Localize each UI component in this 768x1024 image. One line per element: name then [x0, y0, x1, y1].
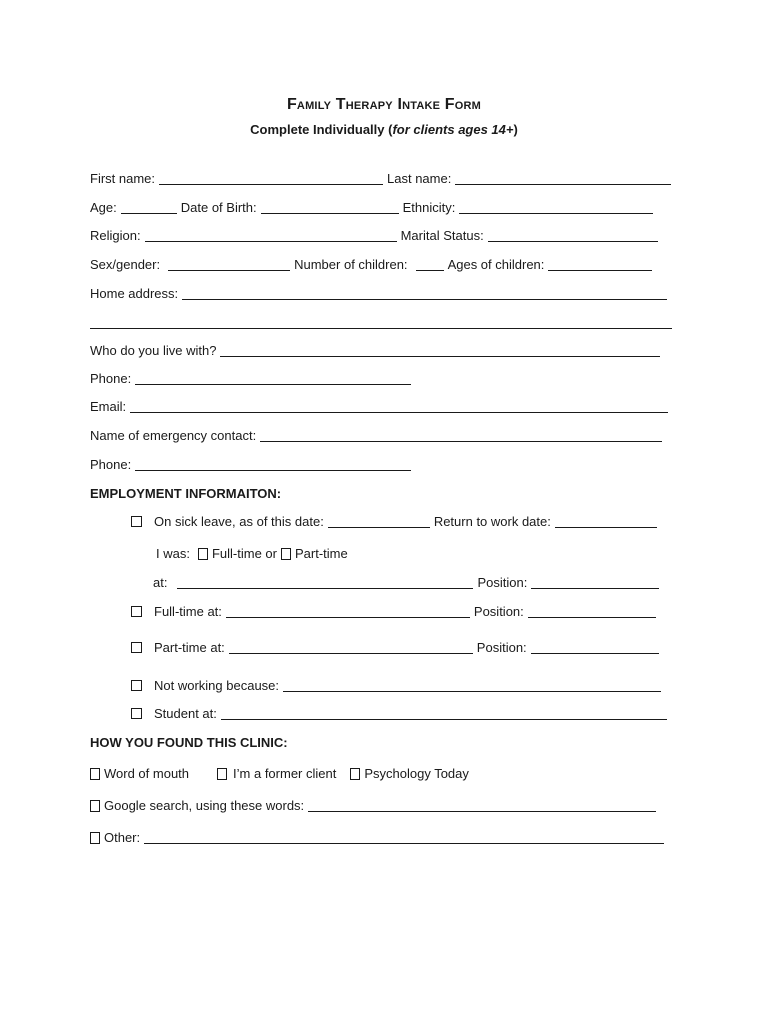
ages-children-field[interactable]	[548, 258, 652, 271]
at-position-label: Position:	[477, 575, 528, 590]
employment-heading: EMPLOYMENT INFORMAITON:	[90, 486, 282, 501]
full-time-position-field[interactable]	[528, 605, 656, 618]
dob-field[interactable]	[261, 201, 399, 214]
sex-gender-field[interactable]	[168, 258, 290, 271]
phone-row	[90, 370, 415, 388]
sick-leave-label: On sick leave, as of this date:	[154, 514, 324, 529]
home-address-row-2	[90, 314, 676, 332]
emergency-contact-field[interactable]	[260, 429, 662, 442]
emergency-phone-field[interactable]	[135, 458, 411, 471]
part-time-label: Part-time	[294, 546, 348, 561]
live-with-label: Who do you live with?	[90, 343, 217, 358]
live-with-row	[90, 342, 664, 360]
psychology-today-label: Psychology Today	[364, 766, 469, 781]
other-label: Other:	[104, 830, 141, 845]
i-was-label: I was:	[156, 546, 190, 561]
part-time-position-label: Position:	[476, 640, 527, 655]
other-checkbox[interactable]	[90, 832, 100, 844]
marital-status-label: Marital Status:	[400, 228, 484, 243]
emergency-contact-row	[90, 427, 666, 445]
email-label: Email:	[90, 399, 127, 414]
part-time-position-field[interactable]	[531, 641, 659, 654]
word-of-mouth-label: Word of mouth	[104, 766, 190, 781]
sex-children-row	[90, 256, 656, 274]
emergency-phone-row	[90, 456, 415, 474]
subtitle-prefix: Complete Individually (	[250, 122, 393, 137]
not-working-field[interactable]	[283, 679, 661, 692]
email-row	[90, 398, 672, 416]
i-was-row	[156, 545, 348, 563]
word-of-mouth-checkbox[interactable]	[90, 768, 100, 780]
first-name-label: First name:	[90, 171, 156, 186]
former-client-label: I’m a former client	[233, 766, 337, 781]
google-search-checkbox[interactable]	[90, 800, 100, 812]
full-time-at-checkbox[interactable]	[131, 606, 142, 617]
other-field[interactable]	[144, 831, 664, 844]
live-with-field[interactable]	[220, 344, 660, 357]
full-time-at-label: Full-time at:	[154, 604, 222, 619]
subtitle-italic: for clients ages 14+	[392, 122, 514, 137]
student-at-label: Student at:	[154, 706, 217, 721]
last-name-label: Last name:	[387, 171, 452, 186]
religion-row	[90, 227, 662, 245]
full-time-at-field[interactable]	[226, 605, 470, 618]
sick-leave-date-field[interactable]	[328, 515, 430, 528]
emergency-phone-label: Phone:	[90, 457, 132, 472]
home-address-field[interactable]	[182, 287, 667, 300]
former-client-checkbox[interactable]	[217, 768, 227, 780]
at-field[interactable]	[177, 576, 473, 589]
full-time-or-label: Full-time or	[211, 546, 277, 561]
ethnicity-label: Ethnicity:	[402, 200, 456, 215]
sex-gender-label: Sex/gender:	[90, 257, 161, 272]
psychology-today-checkbox[interactable]	[350, 768, 360, 780]
not-working-row	[131, 677, 665, 695]
part-time-at-label: Part-time at:	[154, 640, 225, 655]
form-subtitle	[0, 122, 768, 137]
return-date-field[interactable]	[555, 515, 657, 528]
sick-leave-checkbox[interactable]	[131, 516, 142, 527]
part-time-row	[131, 639, 663, 657]
name-row	[90, 170, 675, 188]
not-working-checkbox[interactable]	[131, 680, 142, 691]
num-children-field[interactable]	[416, 258, 444, 271]
phone-field[interactable]	[135, 372, 411, 385]
dob-label: Date of Birth:	[180, 200, 257, 215]
return-date-label: Return to work date:	[433, 514, 551, 529]
ages-children-label: Ages of children:	[447, 257, 545, 272]
student-at-field[interactable]	[221, 707, 667, 720]
phone-label: Phone:	[90, 371, 132, 386]
email-field[interactable]	[130, 400, 668, 413]
part-time-at-checkbox[interactable]	[131, 642, 142, 653]
at-label: at:	[153, 575, 168, 590]
part-time-checkbox[interactable]	[281, 548, 291, 560]
clinic-source-row	[90, 765, 469, 783]
google-search-row	[90, 797, 660, 815]
clinic-heading: HOW YOU FOUND THIS CLINIC:	[90, 735, 288, 750]
home-address-label: Home address:	[90, 286, 179, 301]
part-time-at-field[interactable]	[229, 641, 473, 654]
home-address-row	[90, 285, 671, 303]
google-search-label: Google search, using these words:	[104, 798, 305, 813]
emergency-contact-label: Name of emergency contact:	[90, 428, 257, 443]
marital-status-field[interactable]	[488, 229, 658, 242]
religion-label: Religion:	[90, 228, 141, 243]
age-field[interactable]	[121, 201, 177, 214]
sick-leave-row	[131, 513, 661, 531]
student-checkbox[interactable]	[131, 708, 142, 719]
full-time-row	[131, 603, 660, 621]
last-name-field[interactable]	[455, 172, 671, 185]
home-address-field-2[interactable]	[90, 316, 672, 329]
full-time-position-label: Position:	[473, 604, 524, 619]
at-row	[153, 574, 663, 592]
subtitle-suffix: )	[513, 122, 518, 137]
age-label: Age:	[90, 200, 117, 215]
google-search-field[interactable]	[308, 799, 656, 812]
age-row	[90, 199, 657, 217]
not-working-label: Not working because:	[154, 678, 280, 693]
student-row	[131, 705, 671, 723]
at-position-field[interactable]	[531, 576, 659, 589]
ethnicity-field[interactable]	[459, 201, 653, 214]
full-time-checkbox[interactable]	[198, 548, 208, 560]
first-name-field[interactable]	[159, 172, 383, 185]
religion-field[interactable]	[145, 229, 397, 242]
other-row	[90, 829, 668, 847]
form-title: Family Therapy Intake Form	[286, 96, 482, 113]
num-children-label: Number of children:	[294, 257, 408, 272]
